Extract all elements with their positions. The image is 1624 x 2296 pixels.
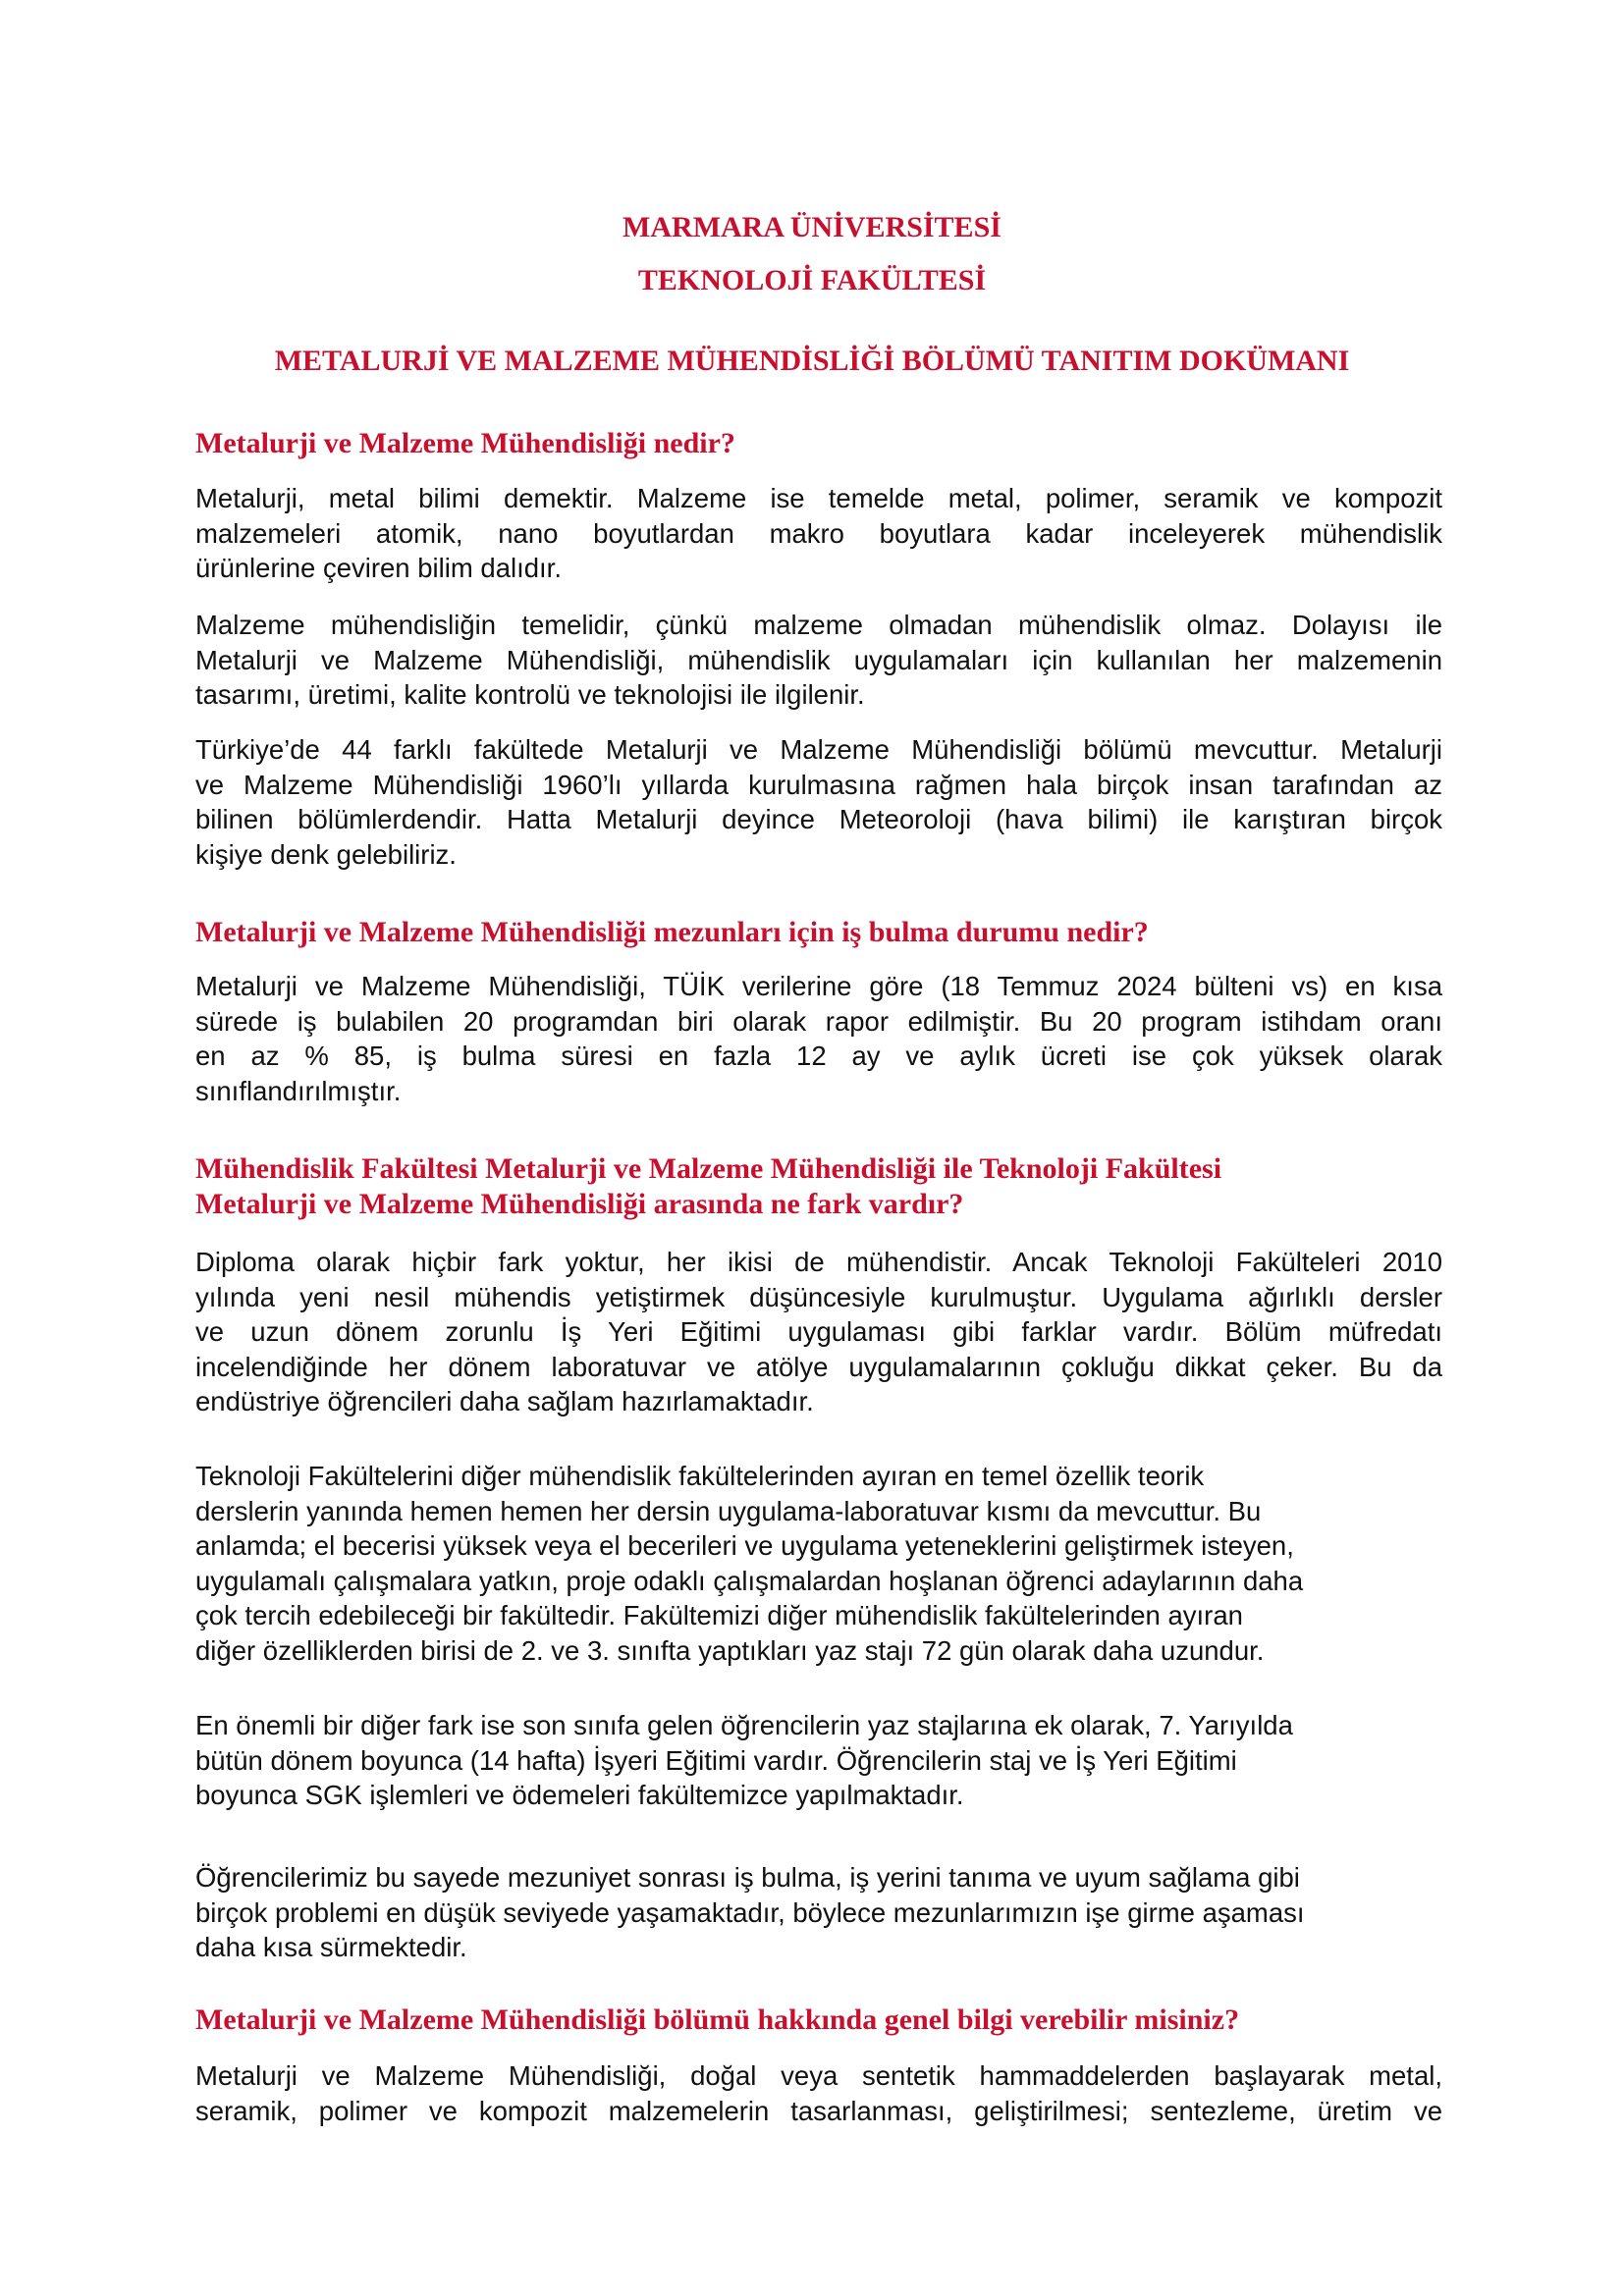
text-line: ve uzun dönem zorunlu İş Yeri Eğitimi uygulaması gibi farklar vardır. Bölüm müfredatı <box>195 1316 1442 1347</box>
text-line: ürünlerine çeviren bilim dalıdır. <box>195 553 562 583</box>
section-heading <box>195 1151 1442 1222</box>
section-heading <box>195 915 1442 950</box>
text-line: diğer özelliklerden birisi de 2. ve 3. sınıfta yaptıkları yaz stajı 72 gün olarak daha uzundur. <box>195 1634 1265 1666</box>
text-line: bilinen bölümlerdendir. Hatta Metalurji deyince Meteoroloji (hava bilimi) ile karıştıran birçok <box>195 804 1442 834</box>
document-title: METALURJİ VE MALZEME MÜHENDİSLİĞİ BÖLÜMÜ TANITIM DOKÜMANI <box>274 345 1350 377</box>
paragraph <box>195 732 1442 872</box>
text-line: Metalurji, metal bilimi demektir. Malzeme ise temelde metal, polimer, seramik ve kompozit <box>195 483 1442 513</box>
text-line: Türkiye’de 44 farklı fakültede Metalurji ve Malzeme Mühendisliği bölümü mevcuttur. Metalurji <box>195 734 1442 765</box>
section-heading <box>195 2002 1442 2038</box>
text-line: ve Malzeme Mühendisliği 1960’lı yıllarda kurulmasına rağmen hala birçok insan tarafından az <box>195 769 1442 800</box>
paragraph <box>195 1245 1442 1419</box>
text-line: kişiye denk gelebiliriz. <box>195 838 457 870</box>
text-line: sürede iş bulabilen 20 programdan biri olarak rapor edilmiştir. Bu 20 program istihdam oranı <box>195 1005 1442 1037</box>
text-line: sınıflandırılmıştır. <box>195 1075 402 1106</box>
text-line: bütün dönem boyunca (14 hafta) İşyeri Eğitimi vardır. Öğrencilerin staj ve İş Yeri Eğitimi <box>195 1744 1237 1776</box>
text-line: Diploma olarak hiçbir fark yoktur, her ikisi de mühendistir. Ancak Teknoloji Fakülteleri 2010 <box>195 1247 1442 1277</box>
text-line: boyunca SGK işlemleri ve ödemeleri fakültemizce yapılmaktadır. <box>195 1780 964 1810</box>
university-title: MARMARA ÜNİVERSİTESİ <box>623 211 1001 243</box>
heading-line: Metalurji ve Malzeme Mühendisliği nedir? <box>195 427 735 459</box>
text-line: incelendiğinde her dönem laboratuvar ve atölye uygulamalarının çokluğu dikkat çeker. Bu da <box>195 1351 1442 1382</box>
heading-line: Metalurji ve Malzeme Mühendisliği mezunları için iş bulma durumu nedir? <box>195 916 1149 948</box>
text-line: Metalurji ve Malzeme Mühendisliği, mühendislik uygulamaları için kullanılan her malzemenin <box>195 644 1442 675</box>
paragraph <box>195 1860 1442 1965</box>
text-line: malzemeleri atomik, nano boyutlardan makro boyutlara kadar inceleyerek mühendislik <box>195 517 1442 549</box>
heading-line: Metalurji ve Malzeme Mühendisliği arasında ne fark vardır? <box>195 1188 964 1220</box>
heading-line: Metalurji ve Malzeme Mühendisliği bölümü hakkında genel bilgi verebilir misiniz? <box>195 2003 1240 2036</box>
text-line: tasarımı, üretimi, kalite kontrolü ve teknolojisi ile ilgilenir. <box>195 679 865 710</box>
text-line: endüstriye öğrencileri daha sağlam hazırlamaktadır. <box>195 1386 814 1416</box>
paragraph <box>195 2058 1442 2128</box>
text-line: Öğrencilerimiz bu sayede mezuniyet sonrası iş bulma, iş yerini tanıma ve uyum sağlama gibi <box>195 1862 1300 1893</box>
paragraph <box>195 1708 1442 1813</box>
text-line: anlamda; el becerisi yüksek veya el becerileri ve uygulama yeteneklerini geliştirmek isteyen, <box>195 1530 1294 1561</box>
text-line: derslerin yanında hemen hemen her dersin uygulama-laboratuvar kısmı da mevcuttur. Bu <box>195 1495 1262 1526</box>
text-line: birçok problemi en düşük seviyede yaşamaktadır, böylece mezunlarımızın işe girme aşaması <box>195 1896 1305 1928</box>
text-line: en az % 85, iş bulma süresi en fazla 12 ay ve aylık ücreti ise çok yüksek olarak <box>195 1041 1442 1071</box>
text-line: Metalurji ve Malzeme Mühendisliği, TÜİK verilerine göre (18 Temmuz 2024 bülteni vs) en kısa <box>195 971 1442 1001</box>
section-heading <box>195 426 1442 461</box>
text-line: Metalurji ve Malzeme Mühendisliği, doğal veya sentetik hammaddelerden başlayarak metal, <box>195 2060 1442 2091</box>
paragraph <box>195 608 1442 713</box>
paragraph <box>195 1459 1442 1668</box>
text-line: yılında yeni nesil mühendis yetiştirmek düşüncesiyle kurulmuştur. Uygulama ağırlıklı dersler <box>195 1281 1442 1312</box>
text-line: Malzeme mühendisliğin temelidir, çünkü malzeme olmadan mühendislik olmaz. Dolayısı ile <box>195 610 1442 640</box>
text-line: seramik, polimer ve kompozit malzemelerin tasarlanması, geliştirilmesi; sentezleme, üretim ve <box>195 2095 1442 2126</box>
text-line: daha kısa sürmektedir. <box>195 1932 467 1962</box>
text-line: uygulamalı çalışmalara yatkın, proje odaklı çalışmalardan hoşlanan öğrenci adaylarının daha <box>195 1565 1304 1596</box>
text-line: Teknoloji Fakültelerini diğer mühendislik fakültelerinden ayıran en temel özellik teorik <box>195 1461 1205 1491</box>
text-line: çok tercih edebileceği bir fakültedir. Fakültemizi diğer mühendislik fakültelerinden ayıran <box>195 1600 1243 1630</box>
paragraph <box>195 969 1442 1108</box>
heading-line: Mühendislik Fakültesi Metalurji ve Malzeme Mühendisliği ile Teknoloji Fakültesi <box>195 1152 1222 1185</box>
faculty-title: TEKNOLOJİ FAKÜLTESİ <box>637 264 987 296</box>
paragraph <box>195 481 1442 586</box>
text-line: En önemli bir diğer fark ise son sınıfa gelen öğrencilerin yaz stajlarına ek olarak, 7. Yarıyılda <box>195 1710 1293 1740</box>
